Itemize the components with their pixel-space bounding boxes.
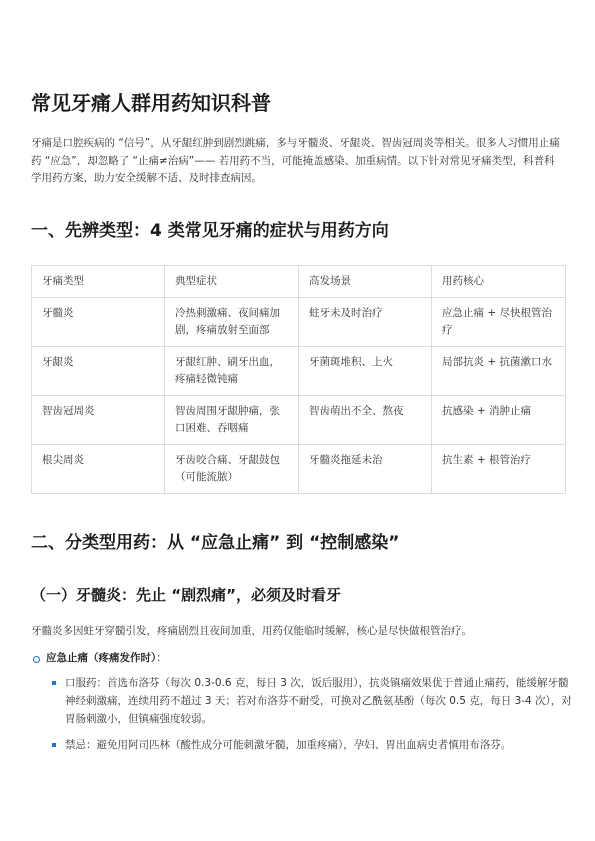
table-header-cell: 高发场景 [299,266,432,298]
table-row [32,444,566,493]
subsection-paragraph: 牙髓炎多因蛀牙穿髓引发，疼痛剧烈且夜间加重，用药仅能临时缓解，核心是尽快做根管治疗。 [31,625,472,637]
table-cell: 智齿冠周炎 [32,395,165,444]
nested-list-item-text: 口服药：首选布洛芬（每次 0.3-0.6 克，每日 3 次，饭后服用），抗炎镇痛效果优于普通止痛药，能缓解牙髓神经刺激痛，连续用药不超过 3 天；若对布洛芬不耐受，可换对乙酰氨基酚（每次 0.5 克，每日 3-4 次），对胃肠刺激小，但镇痛强度较弱。 [65,677,572,725]
table-cell: 牙齿咬合痛、牙龈鼓包（可能流脓） [165,444,299,493]
table-cell: 根尖周炎 [32,444,165,493]
table-cell: 抗生素 + 根管治疗 [432,444,566,493]
list-item [31,650,565,667]
table-cell: 牙龈炎 [32,346,165,395]
table-cell: 应急止痛 + 尽快根管治疗 [432,297,566,346]
nested-list-item-text: 禁忌：避免用阿司匹林（酸性成分可能刺激牙髓，加重疼痛），孕妇、胃出血病史者慎用布洛芬。 [65,739,512,751]
subsection-heading: （一）牙髓炎：先止 “剧烈痛”，必须及时看牙 [31,586,341,604]
list-item-title: 应急止痛（疼痛发作时） [46,652,157,664]
list-item-title-colon: ： [156,652,167,664]
table-cell: 牙髓炎 [32,297,165,346]
square-bullet-icon [52,743,56,747]
table-row [32,346,566,395]
table-header-row [32,266,566,298]
section-1-heading: 一、先辨类型：4 类常见牙痛的症状与用药方向 [31,221,389,241]
table-cell: 牙菌斑堆积、上火 [299,346,432,395]
hollow-circle-bullet-icon [33,656,40,663]
table-header-cell: 典型症状 [165,266,299,298]
table-header-cell: 用药核心 [432,266,566,298]
table-header-cell: 牙痛类型 [32,266,165,298]
table-cell: 智齿周围牙龈肿痛，张口困难、吞咽痛 [165,395,299,444]
table-cell: 抗感染 + 消肿止痛 [432,395,566,444]
toothache-type-table [31,265,566,494]
table-cell: 智齿萌出不全、熬夜 [299,395,432,444]
table-cell: 冷热刺激痛、夜间痛加剧，疼痛放射至面部 [165,297,299,346]
document-title: 常见牙痛人群用药知识科普 [31,91,271,115]
table-row [32,297,566,346]
table-cell: 局部抗炎 + 抗菌漱口水 [432,346,566,395]
table-row [32,395,566,444]
square-bullet-icon [52,681,56,685]
section-2-heading: 二、分类型用药：从 “应急止痛” 到 “控制感染” [31,533,400,553]
nested-list-item [52,674,577,728]
nested-list-item [52,736,577,754]
table-cell: 牙髓炎拖延未治 [299,444,432,493]
intro-paragraph: 牙痛是口腔疾病的 “信号”，从牙龈红肿到剧烈跳痛，多与牙髓炎、牙龈炎、智齿冠周炎等相关。很多人习惯用止痛药 “应急”，却忽略了 “止痛≠治病”—— 若用药不当，可能掩盖感染、加重病情。以下针对常见牙痛类型，科普科学用药方案，助力安全缓解不适、及时排查病因。 [31,137,560,184]
table-cell: 牙龈红肿、刷牙出血，疼痛轻微钝痛 [165,346,299,395]
table-cell: 蛀牙未及时治疗 [299,297,432,346]
